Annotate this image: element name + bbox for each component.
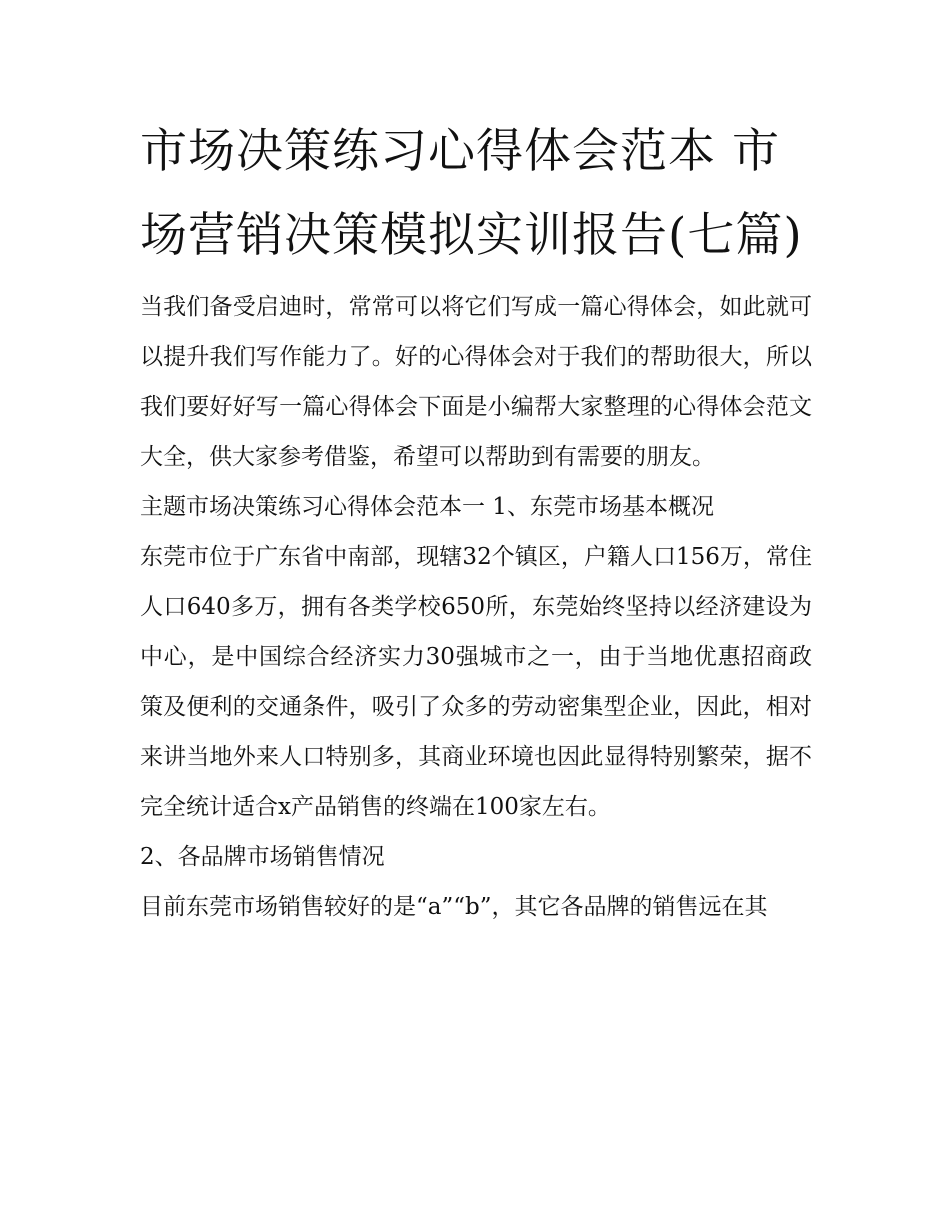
document-page xyxy=(140,110,812,932)
section-heading-2: 2、各品牌市场销售情况 xyxy=(140,844,385,870)
brand-sales-paragraph: 目前东莞市场销售较好的是“a”“b”，其它各品牌的销售远在其 xyxy=(140,894,768,920)
dongguan-overview-paragraph: 东莞市位于广东省中南部，现辖32个镇区，户籍人口156万，常住人口640多万，拥有各类学校650所，东莞始终坚持以经济建设为中心，是中国综合经济实力30强城市之一，由于当地优惠招商政策及便利的交通条件，吸引了众多的劳动密集型企业，因此，相对来讲当地外来人口特别多，其商业环境也因此显得特别繁荣，据不完全统计适合x产品销售的终端在100家左右。 xyxy=(140,544,812,820)
section-heading-1: 主题市场决策练习心得体会范本一 1、东莞市场基本概况 xyxy=(140,494,714,520)
document-title: 市场决策练习心得体会范本 市场营销决策模拟实训报告(七篇) xyxy=(140,124,803,263)
intro-paragraph: 当我们备受启迪时，常常可以将它们写成一篇心得体会，如此就可以提升我们写作能力了。好的心得体会对于我们的帮助很大，所以我们要好好写一篇心得体会下面是小编帮大家整理的心得体会范文大全，供大家参考借鉴，希望可以帮助到有需要的朋友。 xyxy=(140,294,812,470)
